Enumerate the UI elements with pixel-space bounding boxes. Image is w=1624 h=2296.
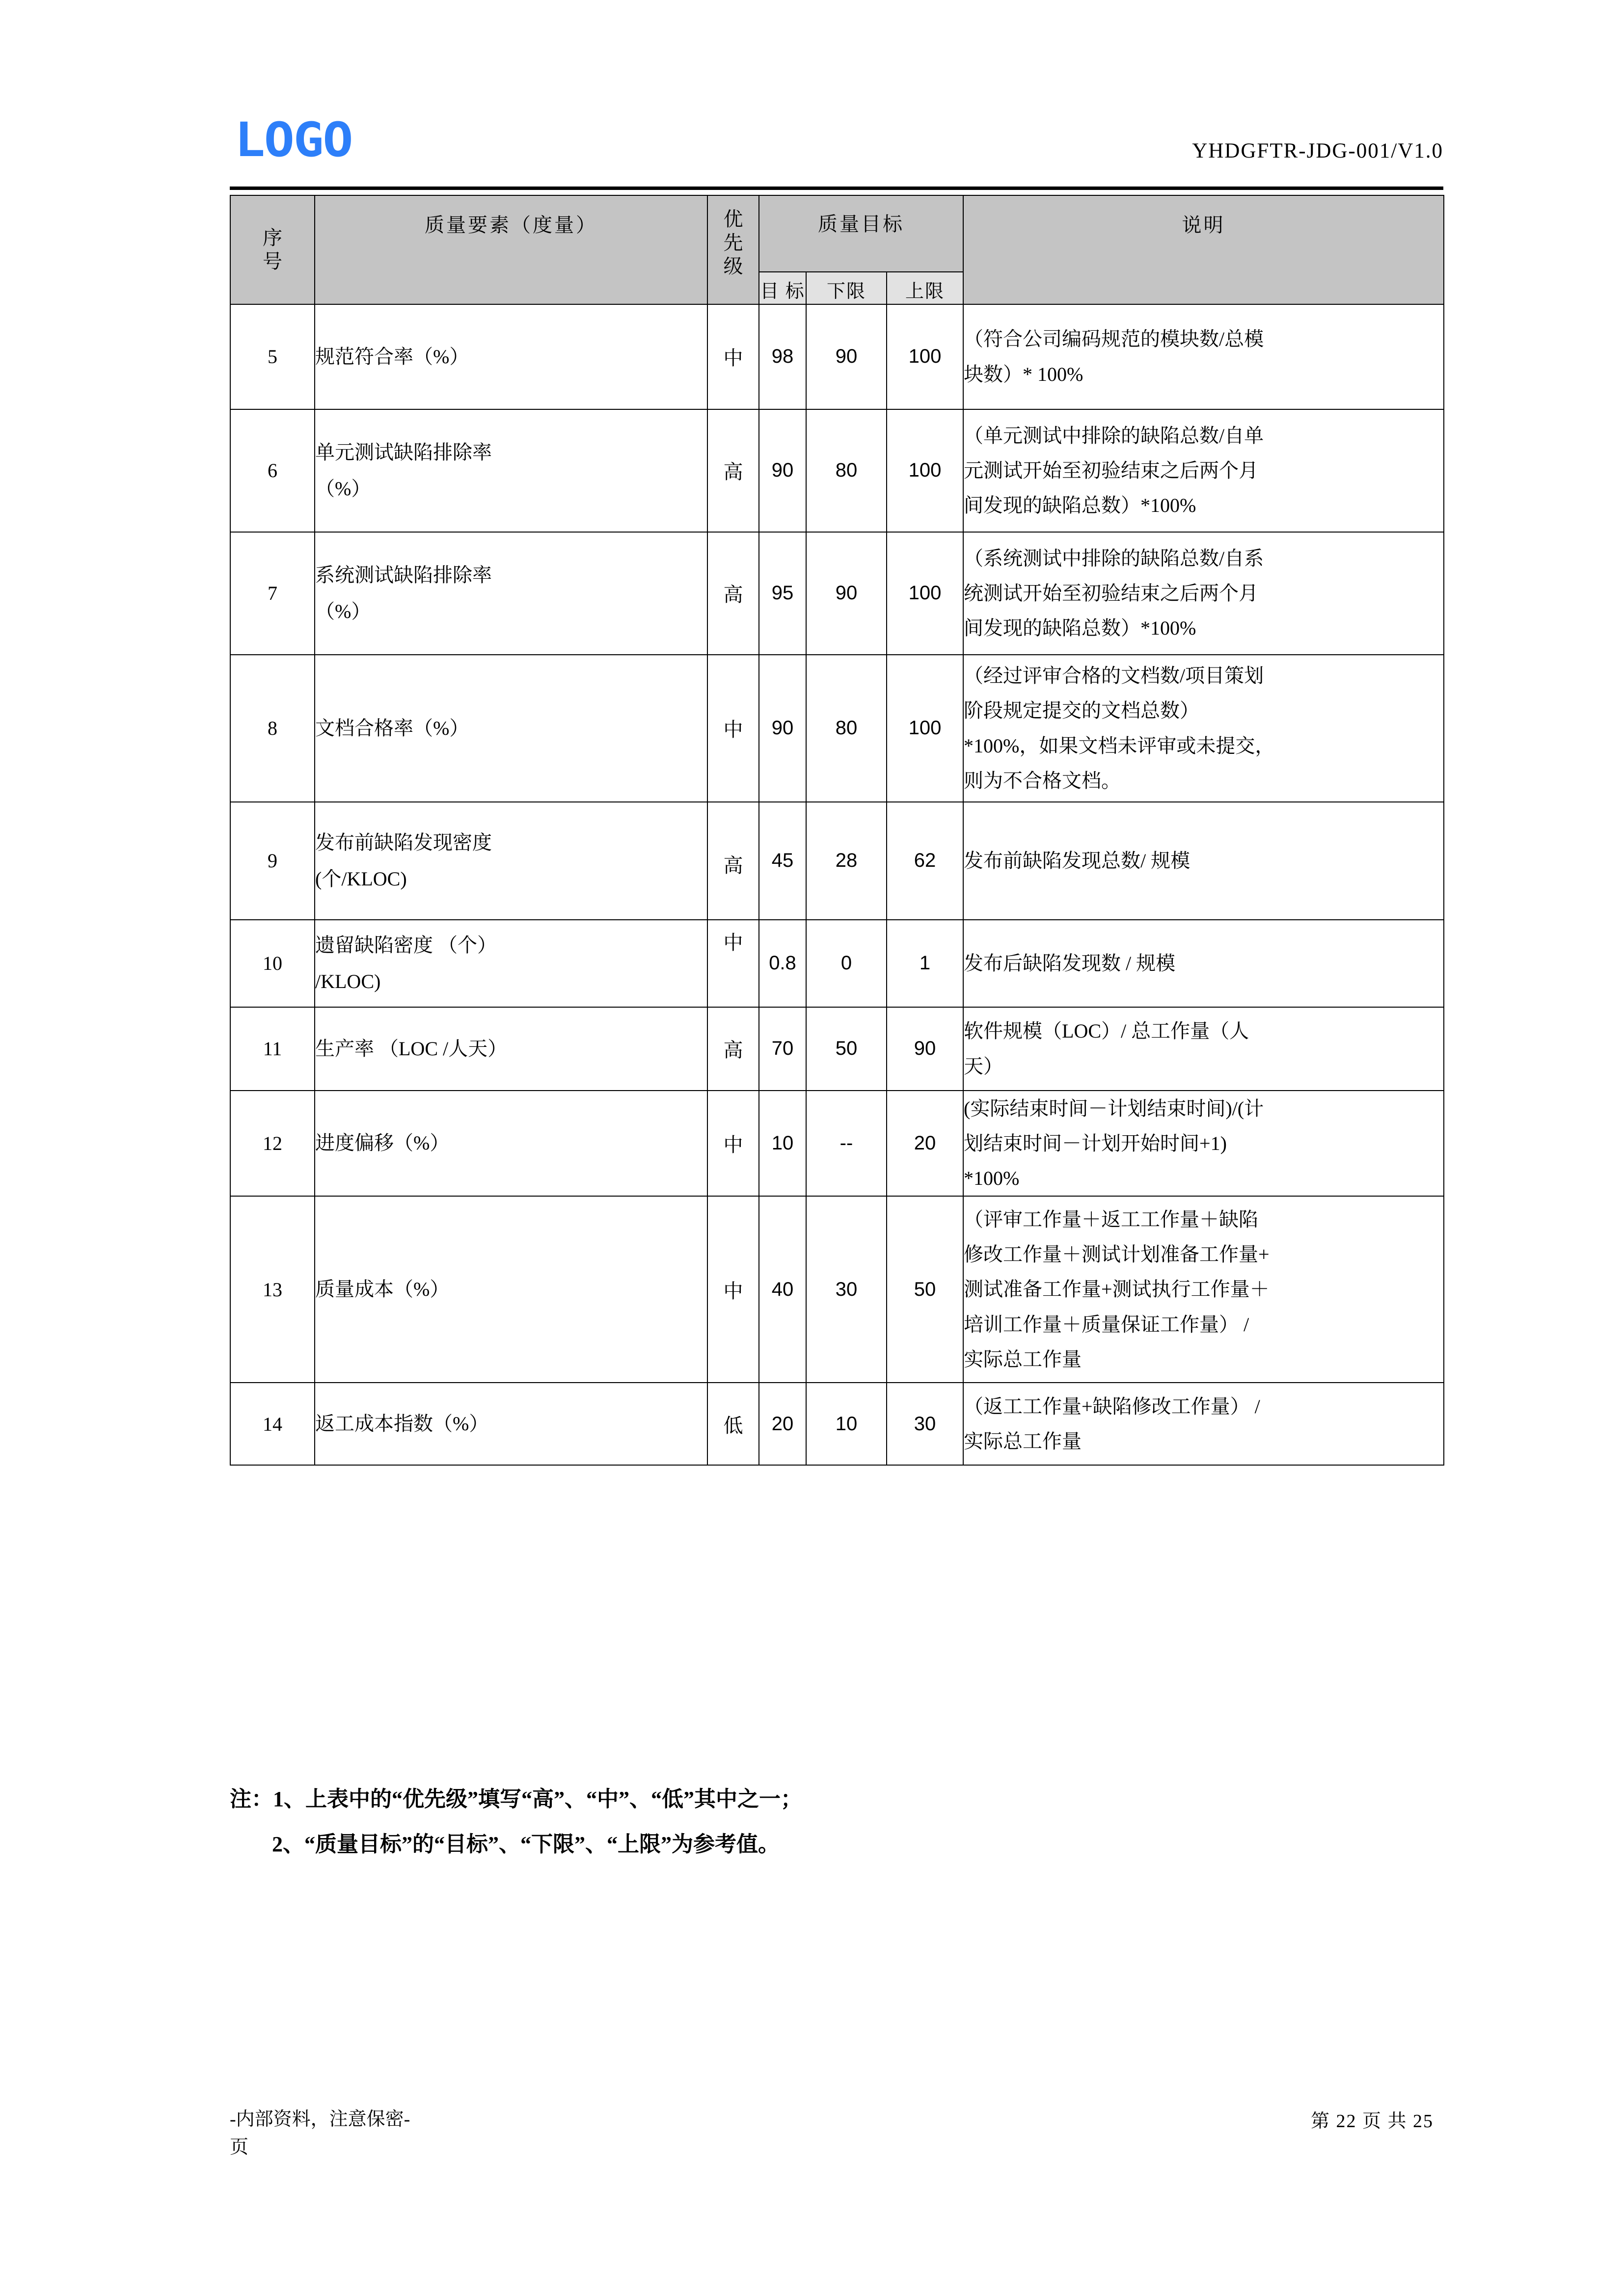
text-line: 规范符合率（%） [315,345,469,368]
text-line: （单元测试中排除的缺陷总数/自单 [964,424,1264,447]
text-line: 发布后缺陷发现数 / 规模 [964,952,1176,974]
text-line: 划结束时间－计划开始时间+1) [964,1132,1227,1154]
cell-sequence-number: 11 [230,1007,315,1091]
text-line: 修改工作量＋测试计划准备工作量+ [964,1243,1270,1266]
cell-quality-element [315,920,707,1007]
text-line: 则为不合格文档。 [964,769,1121,792]
cell-upper-limit: 20 [887,1091,963,1197]
th-upper-limit: 上限 [887,272,963,304]
th-quality-goal-group: 质量目标 [759,195,963,272]
cell-description [963,1091,1444,1197]
th-target-l1: 目 [760,281,780,302]
table-body [230,304,1444,1466]
note-line-2: 2、“质量目标”的“目标”、“下限”、“上限”为参考值。 [272,1832,780,1857]
text-line: 天） [964,1055,1003,1077]
text-line: 统测试开始至初验结束之后两个月 [964,582,1259,604]
text-line: 实际总工作量 [964,1348,1082,1370]
text-line: 阶段规定提交的文档总数） [964,699,1200,722]
text-line: *100%，如果文档未评审或未提交， [964,734,1275,757]
text-line: 发布前缺陷发现密度 [315,831,492,854]
text-line: 文档合格率（%） [315,717,469,739]
cell-sequence-number: 13 [230,1196,315,1383]
cell-priority: 中 [707,655,759,802]
company-logo: LOGO [235,112,352,167]
table-notes [230,1777,1443,1868]
cell-sequence-number: 14 [230,1383,315,1465]
cell-description [963,802,1444,920]
th-target-l2: 标 [785,281,805,302]
document-code: YHDGFTR-JDG-001/V1.0 [1192,139,1443,162]
cell-upper-limit: 50 [887,1196,963,1383]
cell-upper-limit: 30 [887,1383,963,1465]
cell-quality-element [315,1196,707,1383]
confidential-notice-line1: -内部资料，注意保密- [230,2109,410,2130]
text-line: 系统测试缺陷排除率 [315,563,492,586]
cell-target-value: 10 [759,1091,806,1197]
cell-quality-element [315,1007,707,1091]
text-line: （符合公司编码规范的模块数/总模 [964,328,1264,350]
cell-priority: 高 [707,802,759,920]
text-line: 质量成本（%） [315,1278,450,1301]
th-priority-l1: 优 [723,208,743,230]
text-line: 返工成本指数（%） [315,1413,489,1435]
cell-description [963,655,1444,802]
text-line: 遗留缺陷密度 （个） [315,934,497,956]
cell-lower-limit: 0 [806,920,887,1007]
cell-description [963,409,1444,532]
cell-target-value: 90 [759,409,806,532]
table-row [230,532,1444,655]
th-description: 说明 [963,195,1444,304]
cell-priority: 中 [707,1196,759,1383]
cell-priority: 高 [707,532,759,655]
text-line: /KLOC) [315,970,381,992]
cell-upper-limit: 62 [887,802,963,920]
cell-priority: 低 [707,1383,759,1465]
cell-upper-limit: 1 [887,920,963,1007]
cell-sequence-number: 7 [230,532,315,655]
table-row [230,1007,1444,1091]
cell-target-value: 20 [759,1383,806,1465]
table-row [230,409,1444,532]
page-number: 第 22 页 共 25 [1310,2111,1434,2132]
cell-lower-limit: -- [806,1091,887,1197]
th-priority [707,195,759,304]
confidential-notice-line2: 页 [230,2137,249,2158]
text-line: *100% [964,1167,1020,1189]
cell-quality-element [315,1383,707,1465]
cell-upper-limit: 90 [887,1007,963,1091]
cell-priority: 中 [707,920,759,1007]
text-line: （评审工作量＋返工工作量＋缺陷 [964,1208,1259,1231]
cell-sequence-number: 8 [230,655,315,802]
cell-description [963,1196,1444,1383]
cell-target-value: 0.8 [759,920,806,1007]
th-priority-l3: 级 [723,255,743,277]
text-line: （系统测试中排除的缺陷总数/自系 [964,547,1264,569]
cell-lower-limit: 30 [806,1196,887,1383]
cell-priority: 中 [707,304,759,409]
text-line: 培训工作量＋质量保证工作量） / [964,1313,1249,1335]
cell-upper-limit: 100 [887,532,963,655]
text-line: (实际结束时间－计划结束时间)/(计 [964,1097,1264,1120]
th-lower-limit: 下限 [806,272,887,304]
cell-upper-limit: 100 [887,304,963,409]
table-header [230,195,1444,304]
text-line: (个/KLOC) [315,867,407,890]
cell-lower-limit: 90 [806,532,887,655]
text-line: （%） [315,477,371,500]
th-sequence-number-l2: 号 [263,250,282,272]
th-sequence-number-l1: 序 [263,226,282,249]
cell-sequence-number: 5 [230,304,315,409]
text-line: 单元测试缺陷排除率 [315,441,492,463]
document-header [230,110,1443,184]
cell-sequence-number: 12 [230,1091,315,1197]
text-line: 生产率 （LOC /人天） [315,1037,508,1060]
cell-target-value: 95 [759,532,806,655]
header-row-main [230,195,1444,272]
cell-lower-limit: 28 [806,802,887,920]
cell-quality-element [315,1091,707,1197]
text-line: （返工工作量+缺陷修改工作量） / [964,1395,1260,1417]
cell-sequence-number: 9 [230,802,315,920]
cell-lower-limit: 80 [806,655,887,802]
text-line: 块数）* 100% [964,363,1083,385]
cell-lower-limit: 80 [806,409,887,532]
cell-target-value: 40 [759,1196,806,1383]
text-line: 间发现的缺陷总数）*100% [964,494,1196,517]
cell-target-value: 90 [759,655,806,802]
th-priority-l2: 先 [723,232,743,254]
cell-upper-limit: 100 [887,655,963,802]
cell-target-value: 98 [759,304,806,409]
cell-quality-element [315,655,707,802]
cell-sequence-number: 6 [230,409,315,532]
cell-target-value: 70 [759,1007,806,1091]
text-line: 实际总工作量 [964,1430,1082,1453]
cell-quality-element [315,304,707,409]
table-row [230,1383,1444,1465]
cell-priority: 高 [707,1007,759,1091]
text-line: 测试准备工作量+测试执行工作量＋ [964,1278,1270,1301]
cell-quality-element [315,802,707,920]
cell-description [963,532,1444,655]
text-line: 进度偏移（%） [315,1132,450,1154]
table-row [230,1091,1444,1197]
quality-metrics-table [230,195,1444,1466]
cell-upper-limit: 100 [887,409,963,532]
table-row [230,920,1444,1007]
cell-quality-element [315,532,707,655]
confidential-notice [230,2106,868,2162]
text-line: 发布前缺陷发现总数/ 规模 [964,849,1191,872]
text-line: （经过评审合格的文档数/项目策划 [964,665,1264,687]
th-quality-element: 质量要素（度量） [315,195,707,304]
th-target [759,272,806,304]
th-sequence-number [230,195,315,304]
note-line-1: 注：1、上表中的“优先级”填写“高”、“中”、“低”其中之一； [230,1787,802,1811]
text-line: 软件规模（LOC）/ 总工作量（人 [964,1020,1249,1042]
cell-description [963,1383,1444,1465]
text-line: 元测试开始至初验结束之后两个月 [964,459,1259,481]
cell-target-value: 45 [759,802,806,920]
table-row [230,655,1444,802]
cell-sequence-number: 10 [230,920,315,1007]
header-divider [230,187,1443,190]
cell-priority: 高 [707,409,759,532]
cell-lower-limit: 10 [806,1383,887,1465]
text-line: （%） [315,600,371,622]
cell-priority: 中 [707,1091,759,1197]
text-line: 间发现的缺陷总数）*100% [964,617,1196,640]
cell-lower-limit: 90 [806,304,887,409]
table-row [230,304,1444,409]
cell-lower-limit: 50 [806,1007,887,1091]
cell-description [963,920,1444,1007]
cell-quality-element [315,409,707,532]
table-row [230,1196,1444,1383]
table-row [230,802,1444,920]
cell-description [963,1007,1444,1091]
cell-description [963,304,1444,409]
